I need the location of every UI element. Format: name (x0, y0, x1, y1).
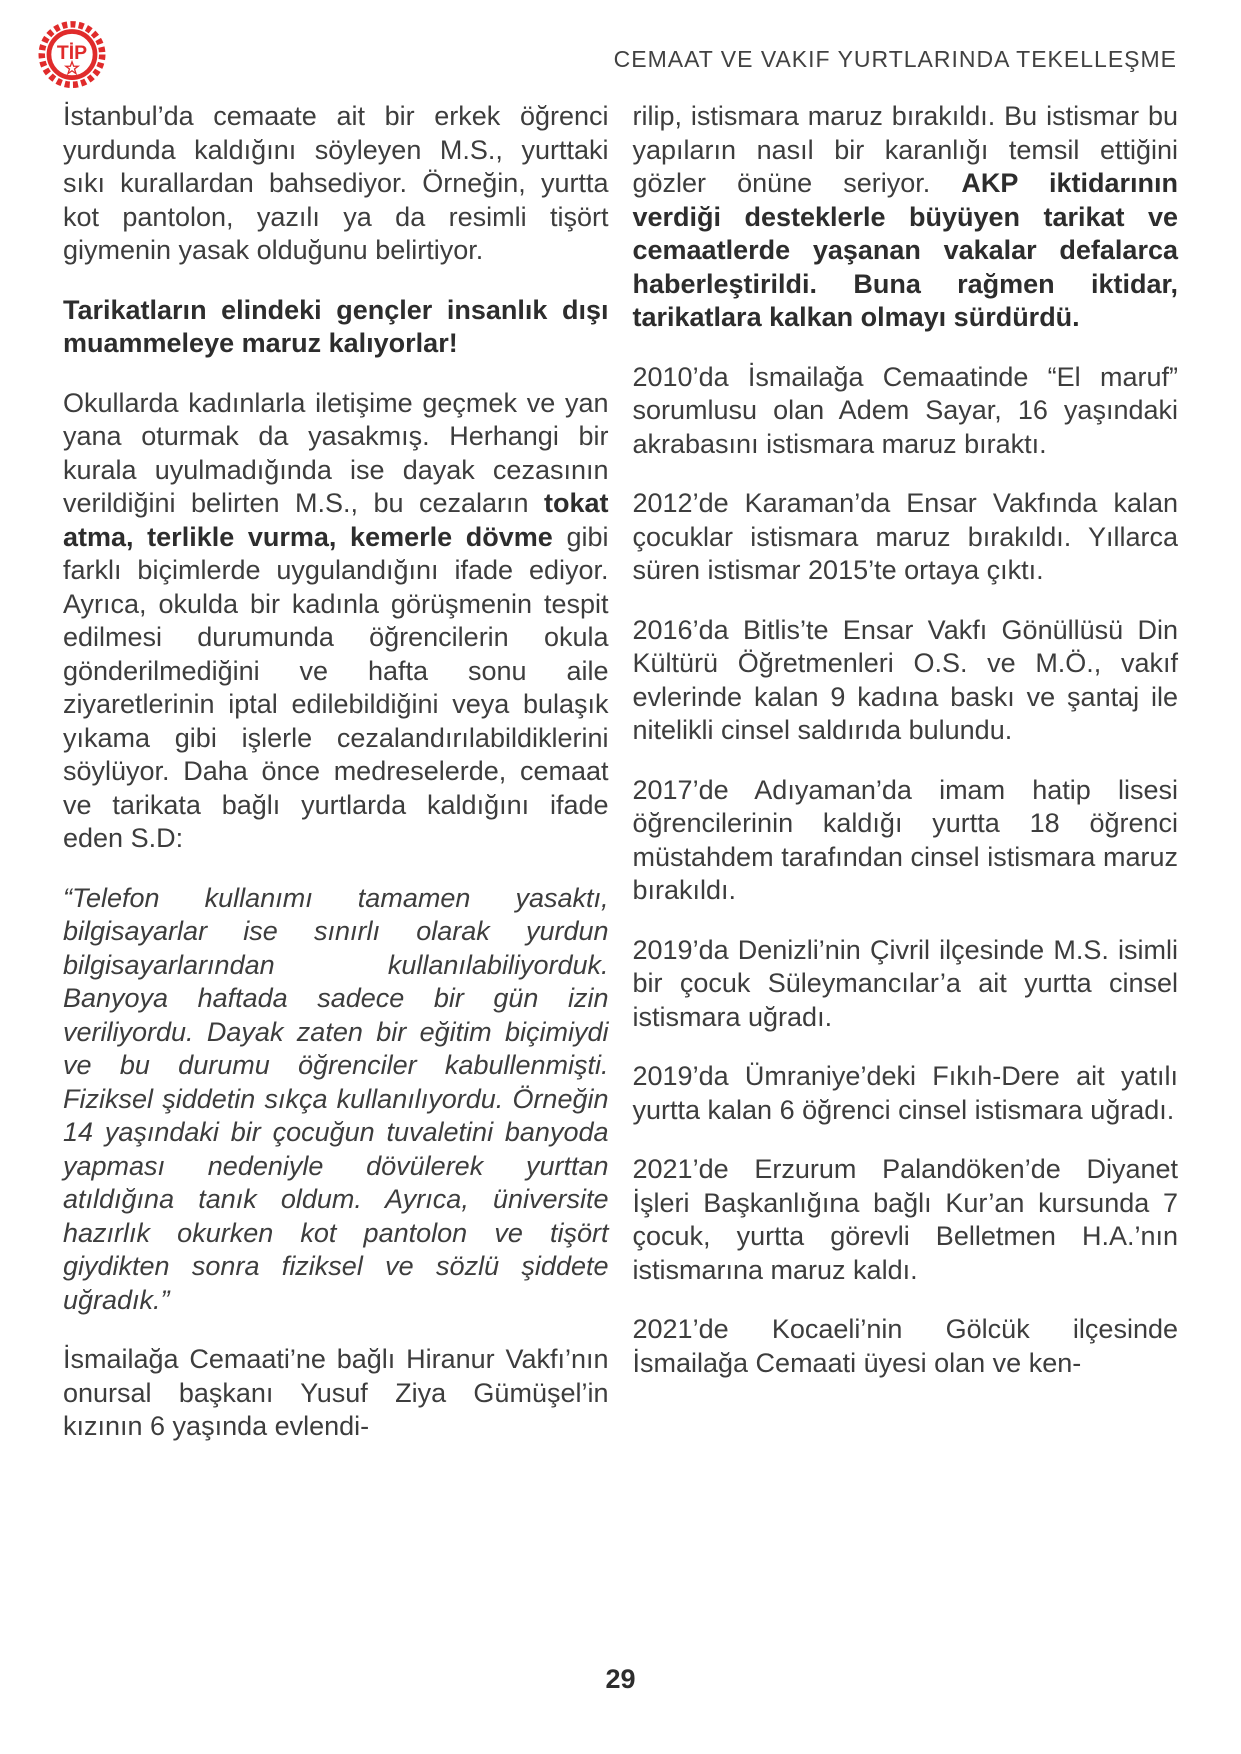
paragraph-rules-bold: tokat atma, terlikle vurma, kemerle dövme (63, 488, 609, 552)
case-2019-umraniye: 2019’da Ümraniye’deki Fıkıh-Dere ait yatılı yurtta kalan 6 öğrenci cinsel istismara uğradı. (632, 1061, 1178, 1125)
case-2021-kocaeli: 2021’de Kocaeli’nin Gölcük ilçesinde İsmailağa Cemaati üyesi olan ve ken- (632, 1314, 1178, 1378)
paragraph-rules (63, 387, 609, 856)
right-column (633, 100, 1179, 1470)
paragraph-hiranur: İsmailağa Cemaati’ne bağlı Hiranur Vakfı’nın onursal başkanı Yusuf Ziya Gümüşel’in kızının 6 yaşında evlendi- (63, 1344, 609, 1441)
paragraph-continuation-text: rilip, istismara maruz bırakıldı. Bu istismar bu yapıların nasıl bir karanlığı temsil ettiğini gözler önüne seriyor. (632, 101, 1178, 198)
case-2010: 2010’da İsmailağa Cemaatinde “El maruf” sorumlusu olan Adem Sayar, 16 yaşındaki akrabasını istismara maruz bıraktı. (632, 361, 1178, 459)
case-2017: 2017’de Adıyaman’da imam hatip lisesi öğrencilerinin kaldığı yurtta 18 öğrenci müstahdem tarafından cinsel istismara maruz bırakıldı. (632, 774, 1178, 905)
paragraph-akp-bold: AKP iktidarının verdiği desteklerle büyüyen tarikat ve cemaatlerde yaşanan vakalar defalarca haberleştirildi. Buna rağmen iktidar, tarikatlara kalkan olmayı sürdürdü. (632, 168, 1178, 332)
paragraph-intro: İstanbul’da cemaate ait bir erkek öğrenci yurdunda kaldığını söyleyen M.S., yurttaki sıkı kurallardan bahsediyor. Örneğin, yurtta kot pantolon, yazılı ya da resimli tişört giymenin yasak olduğunu belirtiyor. (63, 101, 609, 265)
section-heading: Tarikatların elindeki gençler insanlık dışı muammeleye maruz kalıyorlar! (63, 294, 609, 358)
tip-logo-text: TİP (56, 41, 88, 64)
paragraph-rules-text: Okullarda kadınlarla iletişime geçmek ve yan yana oturmak da yasakmış. Herhangi bir kurala uyulmadığında ise dayak cezasının verildiğini belirten M.S., bu cezaların (63, 387, 609, 518)
page-header-title: CEMAAT VE VAKIF YURTLARINDA TEKELLEŞME (613, 46, 1177, 72)
two-column-body (63, 100, 1178, 1470)
testimony-quote: “Telefon kullanımı tamamen yasaktı, bilgisayarlar ise sınırlı olarak yurdun bilgisayarlarından kullanılabiliyorduk. Banyoya haftada sadece bir gün izin veriliyordu. Dayak zaten bir eğitim biçimiydi ve bu durumu öğrenciler kabullenmişti. Fiziksel şiddetin sıkça kullanılıyordu. Örneğin 14 yaşındaki bir çocuğun tuvaletini banyoda yapması nedeniyle dövülerek yurttan atıldığına tanık oldum. Ayrıca, üniversite hazırlık okurken kot pantolon ve tişört giydikten sonra fiziksel ve sözlü şiddete uğradık.” (63, 882, 609, 1315)
paragraph-rules-text-after: gibi farklı biçimlerde uygulandığını ifade ediyor. Ayrıca, okulda bir kadınla görüşmenin tespit edilmesi durumunda öğrencilerin okula gönderilmediğini ve hafta sonu aile ziyaretlerinin iptal edilebildiğini veya bulaşık yıkama gibi işlerle cezalandırılabildiklerini söylüyor. Daha önce medreselerde, cemaat ve tarikata bağlı yurtlarda kaldığını ifade eden S.D: (63, 521, 609, 853)
left-column (63, 100, 609, 1470)
page-number: 29 (605, 1664, 636, 1694)
tip-logo-graphic (36, 20, 108, 92)
paragraph-continuation (633, 100, 1179, 335)
case-2016: 2016’da Bitlis’te Ensar Vakfı Gönüllüsü Din Kültürü Öğretmenleri O.S. ve M.Ö., vakıf evlerinde kalan 9 kadına baskı ve şantaj ile nitelikli cinsel saldırıda bulundu. (632, 614, 1178, 745)
case-2012: 2012’de Karaman’da Ensar Vakfında kalan çocuklar istismara maruz bırakıldı. Yıllarca süren istismar 2015’te ortaya çıktı. (632, 488, 1178, 585)
case-2021-erzurum: 2021’de Erzurum Palandöken’de Diyanet İşleri Başkanlığına bağlı Kur’an kursunda 7 çocuk, yurtta görevli Belletmen H.A.’nın istismarına maruz kaldı. (632, 1154, 1178, 1285)
tip-party-logo (36, 20, 108, 92)
case-2019-denizli: 2019’da Denizli’nin Çivril ilçesinde M.S. isimli bir çocuk Süleymancılar’a ait yurtta cinsel istismara uğradı. (632, 934, 1178, 1032)
